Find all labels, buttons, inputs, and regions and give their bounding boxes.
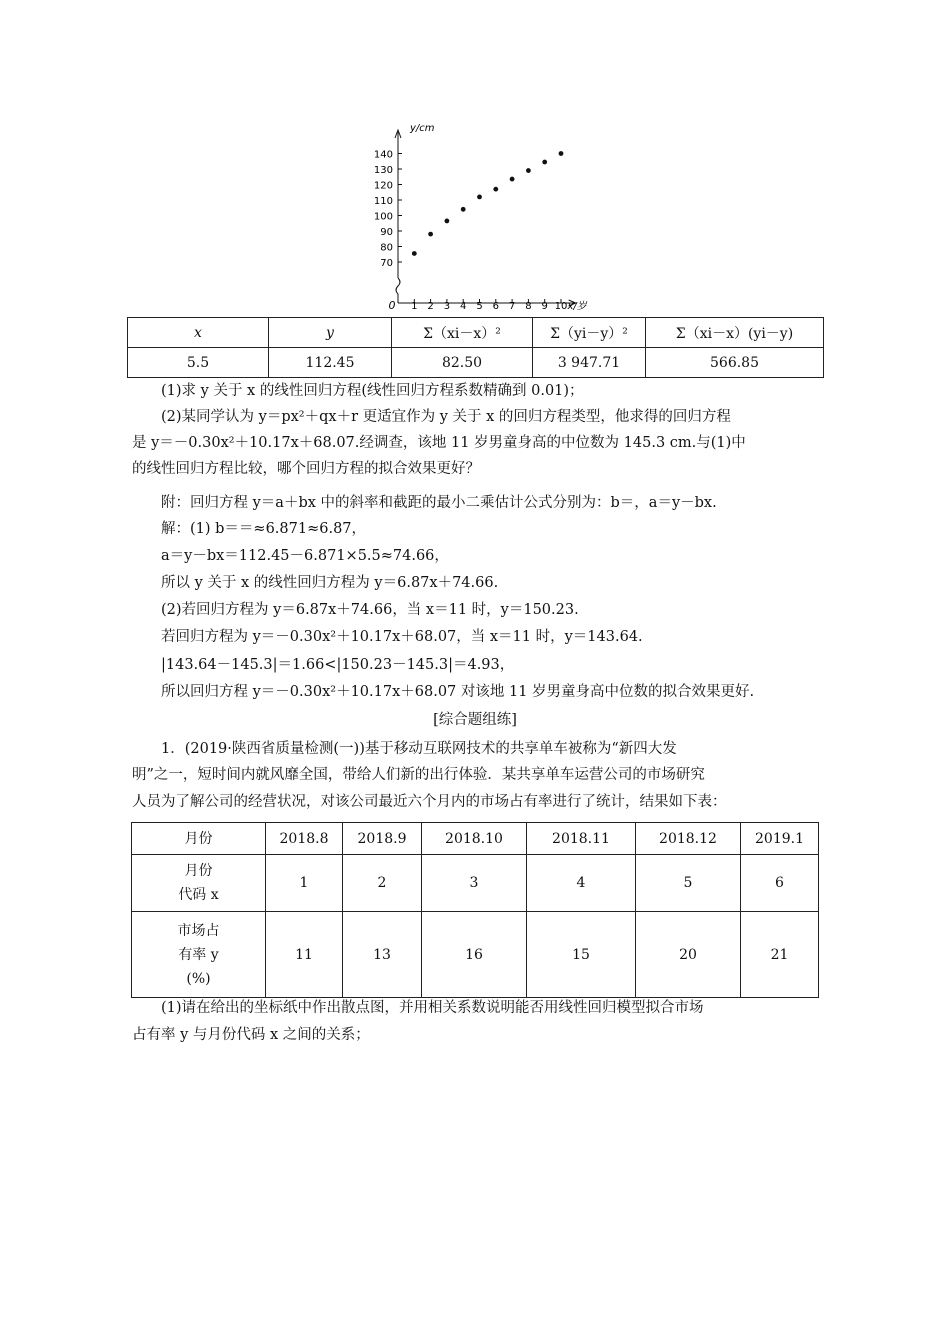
stats-value-row — [128, 348, 824, 378]
share-row-label-line-3: (%) — [186, 970, 211, 987]
scatter-point — [412, 251, 417, 256]
x-tick-label: 4 — [460, 301, 467, 312]
solution-line-2: a＝y－bx＝112.45－6.871×5.5≈74.66， — [161, 548, 449, 564]
scatter-point — [461, 207, 466, 212]
y-tick-label: 80 — [380, 242, 393, 254]
code-cell: 5 — [636, 855, 741, 912]
question-2-line-3: 的线性回归方程比较，哪个回归方程的拟合效果更好？ — [132, 461, 480, 477]
question-1: (1)求 y 关于 x 的线性回归方程(线性回归方程系数精确到 0.01)； — [161, 383, 584, 399]
stats-header-sxx: Σ（xi－x）² — [392, 318, 533, 348]
scatter-point — [445, 219, 450, 224]
month-row-label: 月份 — [132, 823, 266, 855]
stats-header-row — [128, 318, 824, 348]
market-share-table — [131, 822, 819, 998]
stats-value-x: 5.5 — [128, 348, 269, 378]
share-cell: 20 — [636, 912, 741, 998]
stats-header-x: x — [128, 318, 269, 348]
month-cell: 2018.9 — [343, 823, 422, 855]
share-row-label-line-1: 市场占 — [177, 922, 220, 939]
x-tick-label: 1 — [411, 301, 418, 312]
scatter-point — [559, 151, 564, 156]
stats-value-sxx: 82.50 — [392, 348, 533, 378]
stats-value-syy: 3 947.71 — [533, 348, 646, 378]
scatter-chart — [360, 118, 620, 314]
scatter-point — [542, 160, 547, 165]
y-tick-label: 120 — [373, 180, 393, 192]
section-heading: [综合题组练] — [433, 712, 517, 728]
share-cell: 16 — [422, 912, 527, 998]
y-tick-label: 100 — [373, 211, 393, 223]
scatter-point — [510, 177, 515, 182]
x-tick-label: 6 — [492, 301, 499, 312]
share-cell: 13 — [343, 912, 422, 998]
month-cell: 2018.12 — [636, 823, 741, 855]
problem-part-1-line-2: 占有率 y 与月份代码 x 之间的关系； — [132, 1027, 370, 1043]
problem-1-line-2: 明”之一，短时间内就风靡全国，带给人们新的出行体验．某共享单车运营公司的市场研究 — [132, 767, 705, 783]
y-tick-label: 90 — [380, 227, 393, 238]
scatter-point — [526, 168, 531, 173]
x-tick-label: 2 — [427, 301, 434, 312]
solution-line-3: 所以 y 关于 x 的线性回归方程为 y＝6.87x＋74.66. — [161, 575, 499, 591]
month-cell: 2018.8 — [266, 823, 343, 855]
problem-1-line-1: 1．(2019·陕西省质量检测(一))基于移动互联网技术的共享单车被称为“新四大发 — [161, 741, 677, 757]
code-cell: 4 — [527, 855, 636, 912]
code-row-label-line-1: 月份 — [184, 863, 213, 879]
code-cell: 1 — [266, 855, 343, 912]
question-2-line-1: (2)某同学认为 y＝px²＋qx＋r 更适宜作为 y 关于 x 的回归方程类型，他求得的回归方程 — [161, 409, 731, 425]
x-tick-label: 9 — [541, 301, 548, 312]
y-tick-label: 140 — [373, 149, 393, 161]
share-row-label — [132, 912, 266, 998]
scatter-point — [477, 195, 482, 200]
y-tick-label: 130 — [373, 165, 393, 176]
stats-header-y: y — [269, 318, 392, 348]
origin-label: 0 — [388, 299, 396, 312]
x-tick-label: 10 — [554, 301, 568, 312]
month-cell: 2019.1 — [741, 823, 819, 855]
share-cell: 11 — [266, 912, 343, 998]
y-axis-break — [396, 278, 400, 303]
stats-table — [127, 317, 824, 378]
x-tick-label: 3 — [443, 301, 451, 312]
share-cell: 21 — [741, 912, 819, 998]
x-tick-label: 8 — [525, 301, 532, 312]
code-cell: 6 — [741, 855, 819, 912]
solution-line-4: (2)若回归方程为 y＝6.87x＋74.66，当 x＝11 时，y＝150.23. — [161, 602, 579, 618]
y-tick-label: 110 — [373, 196, 393, 207]
code-row-label — [132, 855, 266, 912]
stats-header-sxy: Σ（xi－x）(yi－y) — [646, 318, 824, 348]
share-row-label-line-2: 有率 y — [178, 946, 219, 963]
y-tick-label: 70 — [380, 258, 393, 269]
y-axis-label: y/cm — [410, 123, 435, 134]
stats-header-syy: Σ（yi－y）² — [533, 318, 646, 348]
code-row-label-line-2: 代码 x — [178, 887, 219, 903]
stats-value-y: 112.45 — [269, 348, 392, 378]
code-row — [132, 855, 819, 912]
share-row — [132, 912, 819, 998]
problem-1-line-3: 人员为了解公司的经营状况，对该公司最近六个月内的市场占有率进行了统计，结果如下表： — [132, 794, 727, 810]
solution-line-7: 所以回归方程 y＝－0.30x²＋10.17x＋68.07 对该地 11 岁男童身高中位数的拟合效果更好. — [161, 684, 755, 700]
stats-value-sxy: 566.85 — [646, 348, 824, 378]
chart-root — [374, 123, 588, 312]
month-cell: 2018.10 — [422, 823, 527, 855]
solution-line-6: |143.64－145.3|＝1.66<|150.23－145.3|＝4.93， — [161, 657, 515, 673]
problem-part-1-line-1: (1)请在给出的坐标纸中作出散点图，并用相关系数说明能否用线性回归模型拟合市场 — [161, 1000, 704, 1016]
x-axis-label: x/岁 — [567, 301, 587, 312]
share-cell: 15 — [527, 912, 636, 998]
scatter-point — [493, 187, 498, 192]
x-tick-label: 5 — [476, 301, 483, 312]
code-cell: 3 — [422, 855, 527, 912]
question-2-line-2: 是 y＝－0.30x²＋10.17x＋68.07.经调查，该地 11 岁男童身高的中位数为 145.3 cm.与(1)中 — [132, 435, 746, 451]
month-cell: 2018.11 — [527, 823, 636, 855]
scatter-point — [428, 232, 433, 237]
solution-line-5: 若回归方程为 y＝－0.30x²＋10.17x＋68.07，当 x＝11 时，y＝143.64. — [161, 629, 643, 645]
month-row — [132, 823, 819, 855]
solution-line-1: 解：(1) b＝＝≈6.871≈6.87， — [161, 521, 367, 537]
code-cell: 2 — [343, 855, 422, 912]
x-tick-label: 7 — [508, 301, 516, 312]
formula-note: 附：回归方程 y＝a＋bx 中的斜率和截距的最小二乘估计公式分别为：b＝，a＝y－bx. — [161, 495, 717, 511]
